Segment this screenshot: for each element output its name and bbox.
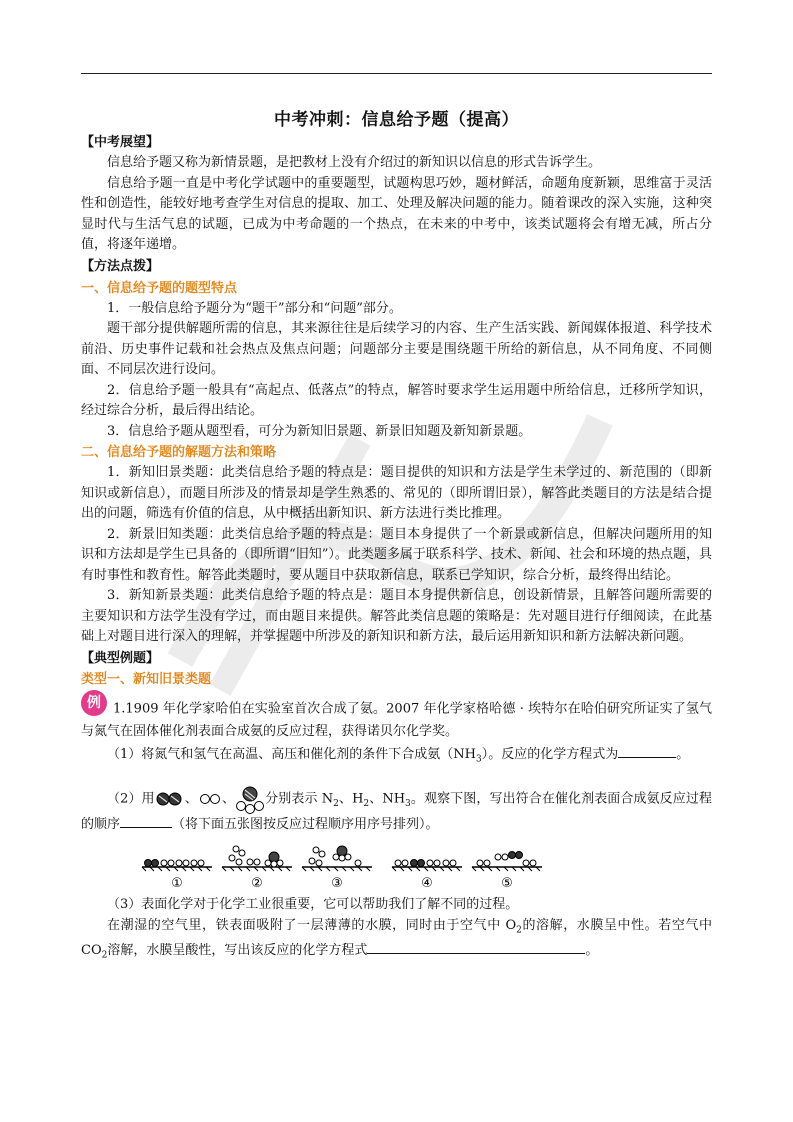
q2-separator-1: 、: [184, 791, 198, 807]
q3b-sub-1: 2: [516, 925, 522, 936]
answer-blank-1[interactable]: [618, 745, 676, 758]
subheading-strategies: 二、信息给予题的解题方法和策略: [81, 445, 277, 460]
method-item-1: 1．一般信息给予题分为“题干”部分和“问题”部分。: [107, 300, 402, 316]
subheading-features: 一、信息给予题的题型特点: [81, 280, 238, 296]
n2-molecule-icon: [155, 792, 185, 806]
q2-text-post: 。观察下图，写出符合在催化剂表面合成氨反应过程的顺序: [81, 791, 712, 832]
diagram-4: [392, 860, 462, 892]
method-item-3: 3．信息给予题从题型看，可分为新知旧景题、新景旧知题及新知新景题。: [107, 423, 532, 439]
q2-separator-2: 、: [221, 791, 236, 807]
header-rule: [81, 73, 712, 74]
q3b-text-mid: 的溶解，水膜呈中性。若空气中 CO: [81, 917, 712, 958]
q2-c2: 、NH: [369, 791, 406, 807]
outlook-paragraph-2: 信息给予题一直是中考化学试题中的重要题型，试题构思巧妙，题材鲜活，命题角度新颖，思维富于灵活性和创造性，能较好地考查学生对信息的提取、加工、处理及解决问题的能力。随着课改的深入实施，这种突显时代与生活气息的试题，已成为中考命题的一个热点，在未来的中考中，该类试题将会有增无减，所占分值，将逐年递增。: [81, 175, 712, 252]
page-title: 中考冲刺：信息给予题（提高）: [274, 110, 519, 130]
section-outlook-heading: 【中考展望】: [81, 135, 160, 150]
q2-text-mid: 分别表示 N: [265, 791, 334, 807]
q2-sub-2: 2: [363, 799, 370, 810]
method-item-2: 2．信息给予题一般具有“高起点、低落点”的特点，解答时要求学生运用题中所给信息，迁移所学知识，经过综合分析，最后得出结论。: [81, 382, 712, 418]
diagram-label-2: ②: [251, 876, 263, 892]
q2-sub-1: 2: [333, 799, 339, 810]
q2-text-pre: （2）用: [107, 791, 155, 807]
diagram-label-5: ⑤: [501, 876, 513, 892]
question-part-3: （3）表面化学对于化学工业很重要，它可以帮助我们了解不同的过程。: [107, 897, 519, 913]
q2-text-end: （将下面五张图按反应过程顺序用序号排列）。: [172, 816, 439, 832]
strategy-item-1: 1．新知旧景类题：此类信息给予题的特点是：题目提供的知识和方法是学生未学过的、新范围的（即新知识或新信息），而题目所涉及的情景却是学生熟悉的、常见的（即所谓旧景），解答此类题目的方法是结合提出的问题，筛选有价值的信息，从中概括出新知识、新方法进行类比推理。: [81, 465, 712, 521]
diagram-1: [142, 860, 212, 892]
diagram-3: [302, 846, 372, 891]
question-part-2: [81, 784, 712, 835]
q2-sub-3: 3: [405, 799, 411, 810]
diagram-5: [472, 852, 542, 892]
q1-subscript: 3: [475, 754, 482, 765]
method-item-1-detail: 题干部分提供解题所需的信息，其来源往往是后续学习的内容、生产生活实践、新闻媒体报道、科学技术前沿、历史事件记载和社会热点及焦点问题；问题部分主要是围绕题干所给的新信息，从不同角度、不同侧面、不同层次进行设问。: [81, 321, 712, 377]
strategy-item-2: 2．新景旧知类题：此类信息给予题的特点是：题目本身提供了一个新景或新信息，但解决问题所用的知识和方法却是学生已具备的（即所谓“旧知”）。此类题多属于联系科学、技术、新闻、社会和环境的热点题，具有时事性和教育性。解答此类题时，要从题目中获取新信息，联系已学知识，综合分析，最终得出结论。: [81, 526, 712, 583]
reaction-diagrams: [136, 843, 636, 891]
reaction-process-figure: [81, 843, 712, 891]
q2-c1: 、H: [338, 791, 364, 807]
q3b-text-post: 溶解，水膜呈酸性，写出该反应的化学方程式: [107, 942, 368, 958]
question-intro-text: 1.1909 年化学家哈伯在实验室首次合成了氨。2007 年化学家格哈德 · 埃特尔在哈伯研究所证实了氢气与氮气在固体催化剂表面合成氨的反应过程，获得诺贝尔化学奖。: [81, 701, 712, 739]
example-type-heading: 类型一、新知旧景类题: [81, 671, 212, 687]
example-badge-icon: 例: [81, 690, 107, 716]
h2-molecule-icon: [198, 793, 222, 805]
section-method-heading: 【方法点拨】: [81, 258, 160, 274]
q1-text-pre: （1）将氮气和氢气在高温、高压和催化剂的条件下合成氨（NH: [107, 747, 476, 762]
diagram-label-1: ①: [171, 876, 183, 892]
question-part-3-detail: [81, 916, 712, 966]
answer-blank-3[interactable]: [367, 941, 585, 954]
diagram-label-3: ③: [331, 876, 343, 892]
answer-blank-2[interactable]: [120, 815, 172, 828]
q3b-text-pre: 在潮湿的空气里，铁表面吸附了一层薄薄的水膜，同时由于空气中 O: [107, 917, 517, 933]
diagram-label-4: ④: [421, 876, 433, 892]
q3b-end: 。: [585, 942, 599, 958]
nh3-molecule-icon: [235, 784, 265, 814]
diagram-2: [222, 846, 292, 891]
q1-end: 。: [676, 747, 690, 762]
q1-text-post: ）。反应的化学方程式为: [481, 747, 619, 762]
q3b-sub-2: 2: [101, 950, 108, 961]
question-intro: [81, 696, 712, 743]
document-body: [81, 132, 712, 966]
strategy-item-3: 3．新知新景类题：此类信息给予题的特点是：题目本身提供新信息，创设新情景，且解答问题所需要的主要知识和方法学生没有学过，而由题目来提供。解答此类信息题的策略是：先对题目进行仔细阅读，在此基础上对题目进行深入的理解，并掌握题中所涉及的新知识和新方法，最后运用新知识和新方法解决新问题。: [81, 588, 712, 644]
outlook-paragraph-1: 信息给予题又称为新情景题，是把教材上没有介绍过的新知识以信息的形式告诉学生。: [107, 155, 602, 170]
section-examples-heading: 【典型例题】: [81, 650, 160, 666]
question-part-1: [81, 745, 712, 770]
